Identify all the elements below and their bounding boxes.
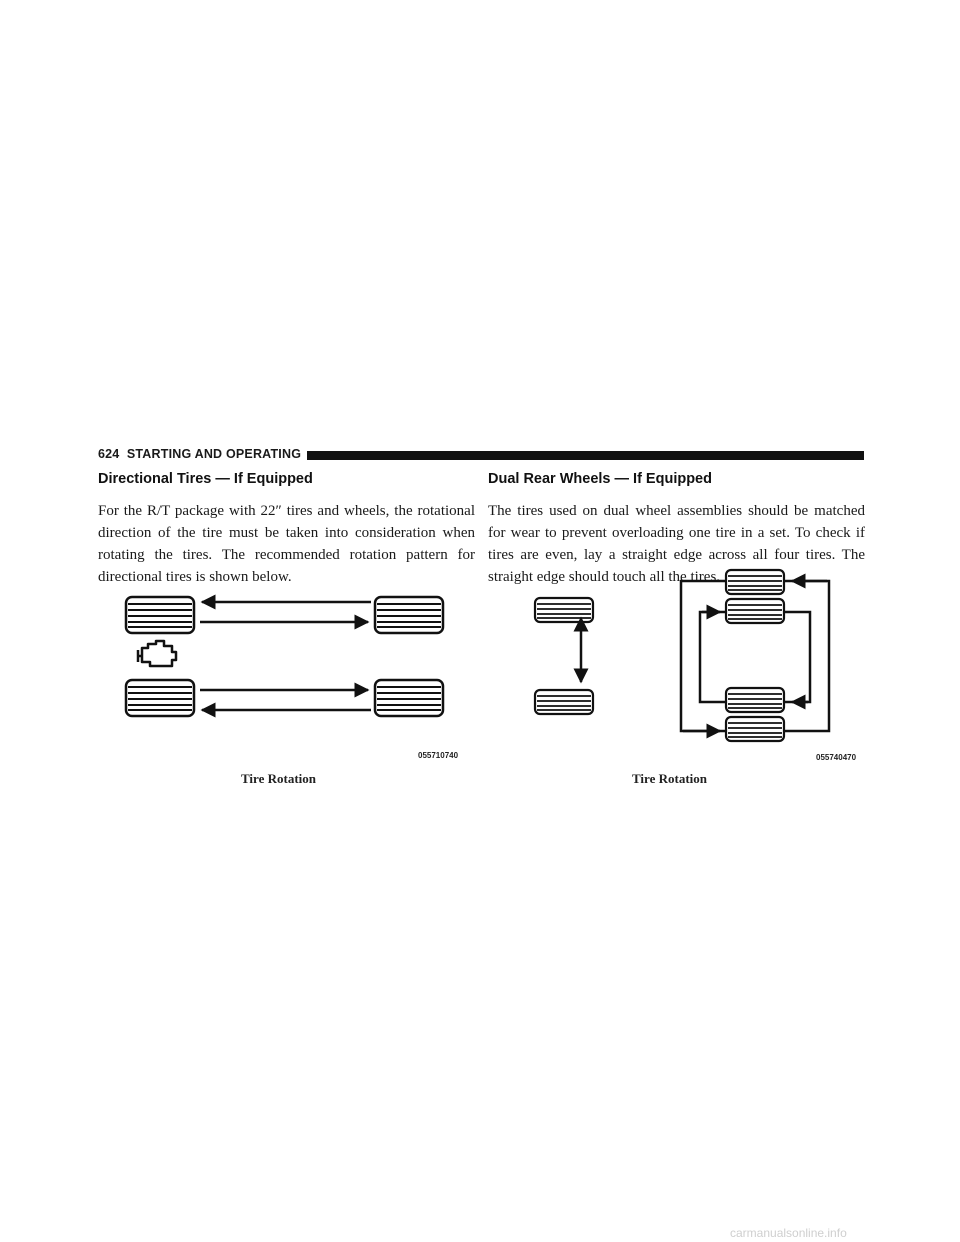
dual-wheels-diagram [524, 568, 866, 766]
caption-right: Tire Rotation [632, 771, 707, 786]
directional-tires-paragraph: For the R/T package with 22″ tires and wheels, the rotational direction of the tire must be taken into consideration when rotating the tires. The recommended rotation pattern for directional tires is shown below. [98, 503, 475, 585]
header-text [98, 447, 307, 461]
dual-rear-wheels-paragraph: The tires used on dual wheel assemblies should be matched for wear to prevent overloading one tire in a set. To check if tires are even, lay a straight edge across all four tires. The straight edge should touch all the tires. [488, 503, 865, 585]
watermark: carmanualsonline.info [730, 1226, 847, 1240]
directional-rotation-diagram [116, 584, 478, 766]
directional-tires-heading: Directional Tires — If Equipped [98, 471, 313, 487]
header-rule [306, 451, 864, 460]
page-number: 624 [98, 447, 120, 461]
tire-outer-bottom [726, 717, 784, 741]
page-header [98, 448, 864, 462]
figure-code-right: 055740470 [816, 753, 857, 762]
caption-left: Tire Rotation [241, 771, 316, 786]
dual-wheels-figure [524, 568, 866, 766]
tire-straight-edge-top [535, 598, 593, 622]
tire-inner-top [726, 599, 784, 623]
tire-inner-bottom [726, 688, 784, 712]
section-title: STARTING AND OPERATING [126, 447, 302, 461]
tire-rear-right [375, 680, 443, 716]
dual-rear-wheels-heading: Dual Rear Wheels — If Equipped [488, 471, 712, 487]
tire-front-left [126, 597, 194, 633]
figure-code-left: 055710740 [418, 751, 459, 760]
engine-icon [138, 641, 176, 666]
left-column [98, 470, 475, 588]
tire-rear-left [126, 680, 194, 716]
tire-front-right [375, 597, 443, 633]
directional-rotation-figure [116, 584, 478, 766]
tire-straight-edge-bottom [535, 690, 593, 714]
tire-outer-top [726, 570, 784, 594]
